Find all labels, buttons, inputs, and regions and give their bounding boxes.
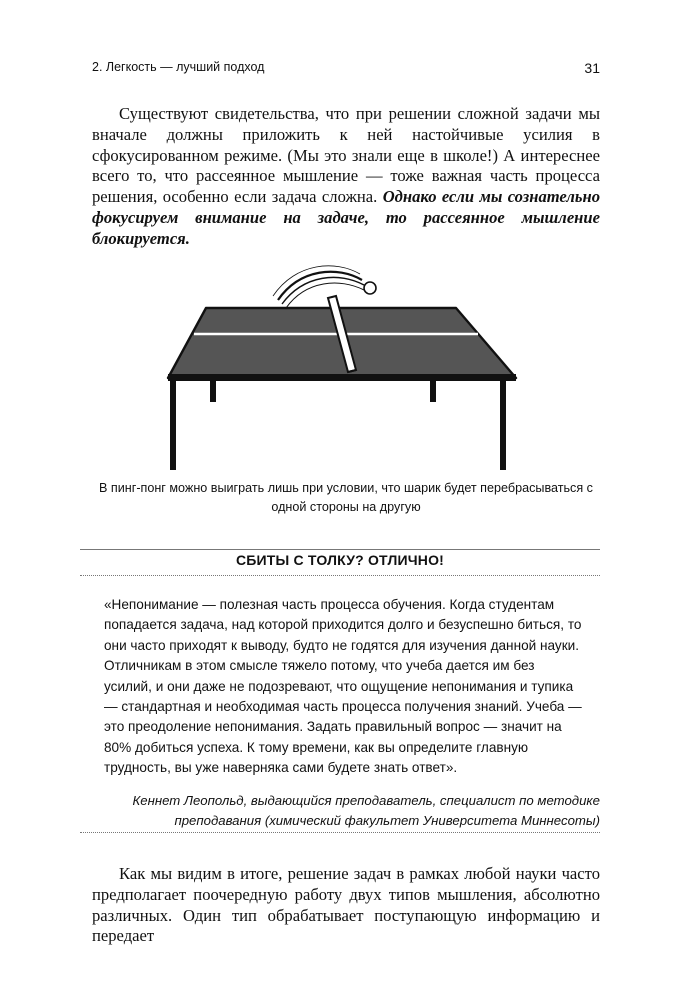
sidebar-title: СБИТЫ С ТОЛКУ? ОТЛИЧНО!	[235, 552, 445, 568]
ball-motion-line	[278, 272, 362, 300]
ping-pong-table-image	[160, 262, 520, 474]
figure-caption: В пинг-понг можно выиграть лишь при условии, что шарик будет перебрасываться с одной стороны на другую	[99, 481, 593, 514]
table-leg	[170, 378, 176, 470]
intro-emphasis: Однако если мы сознательно фокусируем внимание на задаче, то рассеянное мышление блокируется.	[92, 187, 600, 248]
ball-motion-line	[282, 277, 364, 304]
running-header	[92, 60, 600, 80]
sidebar-top-rule	[80, 549, 600, 550]
table-edge	[168, 374, 516, 381]
table-leg	[210, 378, 216, 402]
ball-icon	[364, 282, 376, 294]
ping-pong-illustration	[160, 262, 520, 474]
sidebar-bottom-dotted-rule	[80, 832, 600, 833]
sidebar-dotted-divider	[80, 575, 600, 576]
page-number: 31	[584, 60, 600, 76]
sidebar-quote: «Непонимание — полезная часть процесса обучения. Когда студентам попадается задача, над которой приходится долго и безуспешно биться, то они часто приходят к выводу, будто не годятся для изучения данной науки. Отличникам в этом смысле тяжело потому, что учеба дается им без усилий, и они даже не подозревают, что ощущение непонимания и тупика — стандартная и необходимая часть процесса получения знаний. Учеба — это преодоление непонимания. Задать правильный вопрос — значит на 80% добиться успеха. К тому времени, как вы определите главную трудность, вы уже наверняка сами будете знать ответ».	[104, 597, 582, 776]
intro-text: Существуют свидетельства, что при решении сложной задачи мы вначале должны приложить к ней настойчивые усилия в сфокусированном режиме. (Мы это знали еще в школе!) А интереснее всего то, что рассеянное мышление — тоже важная часть процесса решения, особенно если задача сложна.	[92, 104, 600, 207]
chapter-title: 2. Легкость — лучший подход	[92, 60, 265, 74]
intro-paragraph	[92, 104, 600, 250]
table-leg	[500, 378, 506, 470]
ball-motion-line	[286, 283, 364, 308]
sidebar-attribution: Кеннет Леопольд, выдающийся преподаватель, специалист по методике преподавания (химический факультет Университета Миннесоты)	[132, 793, 600, 829]
table-leg	[430, 378, 436, 402]
closing-paragraph: Как мы видим в итоге, решение задач в рамках любой науки часто предполагает поочередную работу двух типов мышления, абсолютно различных. Один тип обрабатывает поступающую информацию и передает	[92, 864, 600, 946]
